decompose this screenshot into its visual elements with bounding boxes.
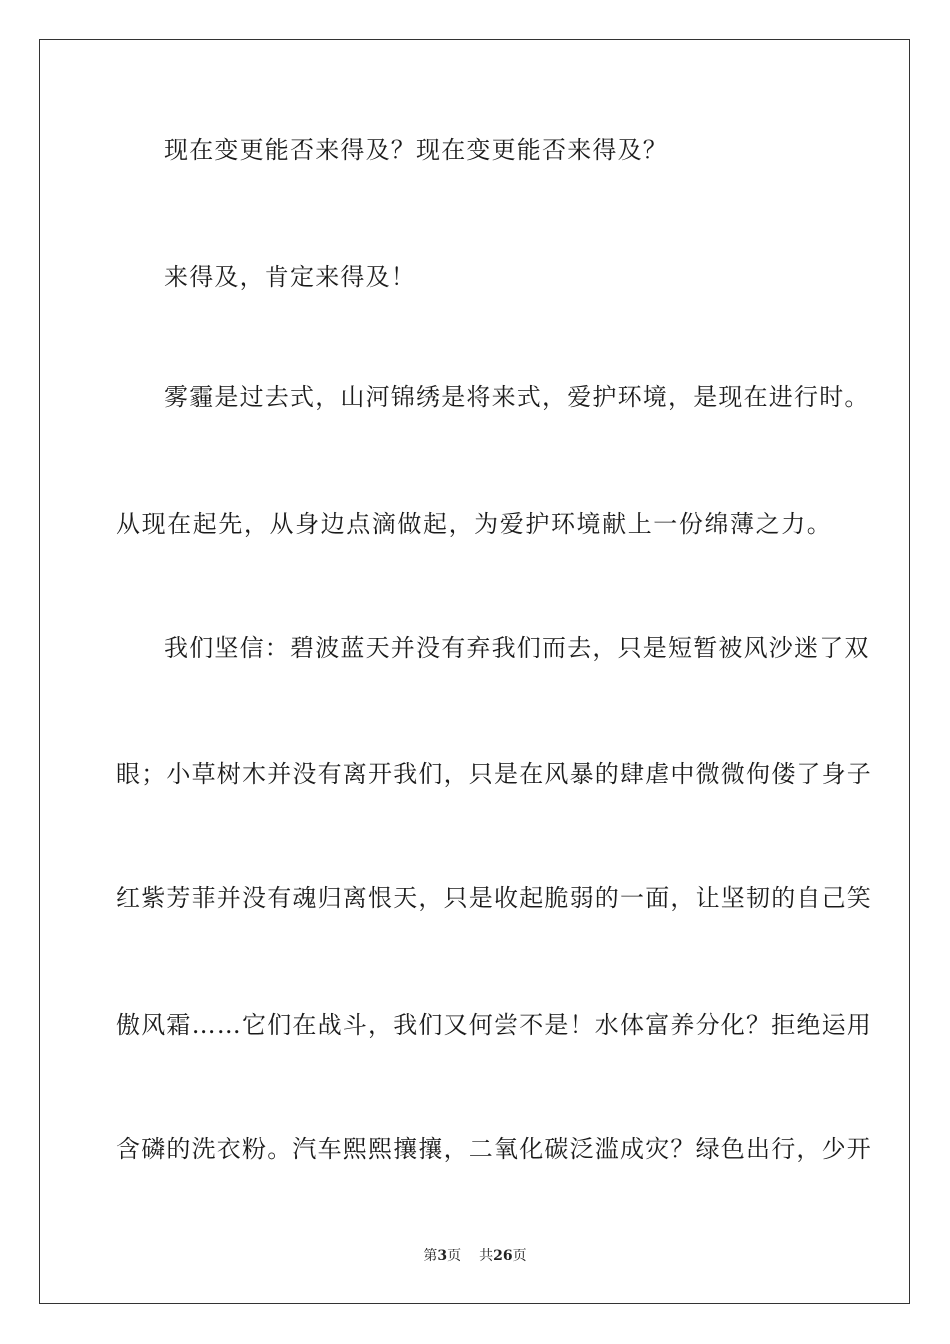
paragraph-line-3: 雾霾是过去式，山河锦绣是将来式，爱护环境，是现在进行时。 <box>164 383 870 411</box>
page-suffix: 页 <box>447 1248 462 1264</box>
paragraph-line-4: 从现在起先，从身边点滴做起，为爱护环境献上一份绵薄之力。 <box>116 510 832 538</box>
paragraph-line-5: 我们坚信：碧波蓝天并没有弃我们而去，只是短暂被风沙迷了双 <box>164 634 870 662</box>
paragraph-line-7: 红紫芳菲并没有魂归离恨天，只是收起脆弱的一面，让坚韧的自己笑 <box>116 884 872 912</box>
total-prefix: 共 <box>479 1248 494 1264</box>
current-page-number: 3 <box>437 1248 448 1264</box>
paragraph-line-8: 傲风霜……它们在战斗，我们又何尝不是！水体富养分化？拒绝运用 <box>116 1011 872 1039</box>
total-suffix: 页 <box>512 1248 527 1264</box>
total-pages-number: 26 <box>493 1248 513 1264</box>
paragraph-line-1: 现在变更能否来得及？现在变更能否来得及？ <box>164 136 668 164</box>
paragraph-line-9: 含磷的洗衣粉。汽车熙熙攘攘，二氧化碳泛滥成灾？绿色出行，少开 <box>116 1135 872 1163</box>
paragraph-line-2: 来得及，肯定来得及！ <box>164 263 416 291</box>
paragraph-line-6: 眼；小草树木并没有离开我们，只是在风暴的肆虐中微微佝偻了身子 <box>116 760 872 788</box>
page-footer <box>0 1247 950 1265</box>
page-prefix: 第 <box>423 1248 438 1264</box>
page-border <box>39 39 910 1304</box>
